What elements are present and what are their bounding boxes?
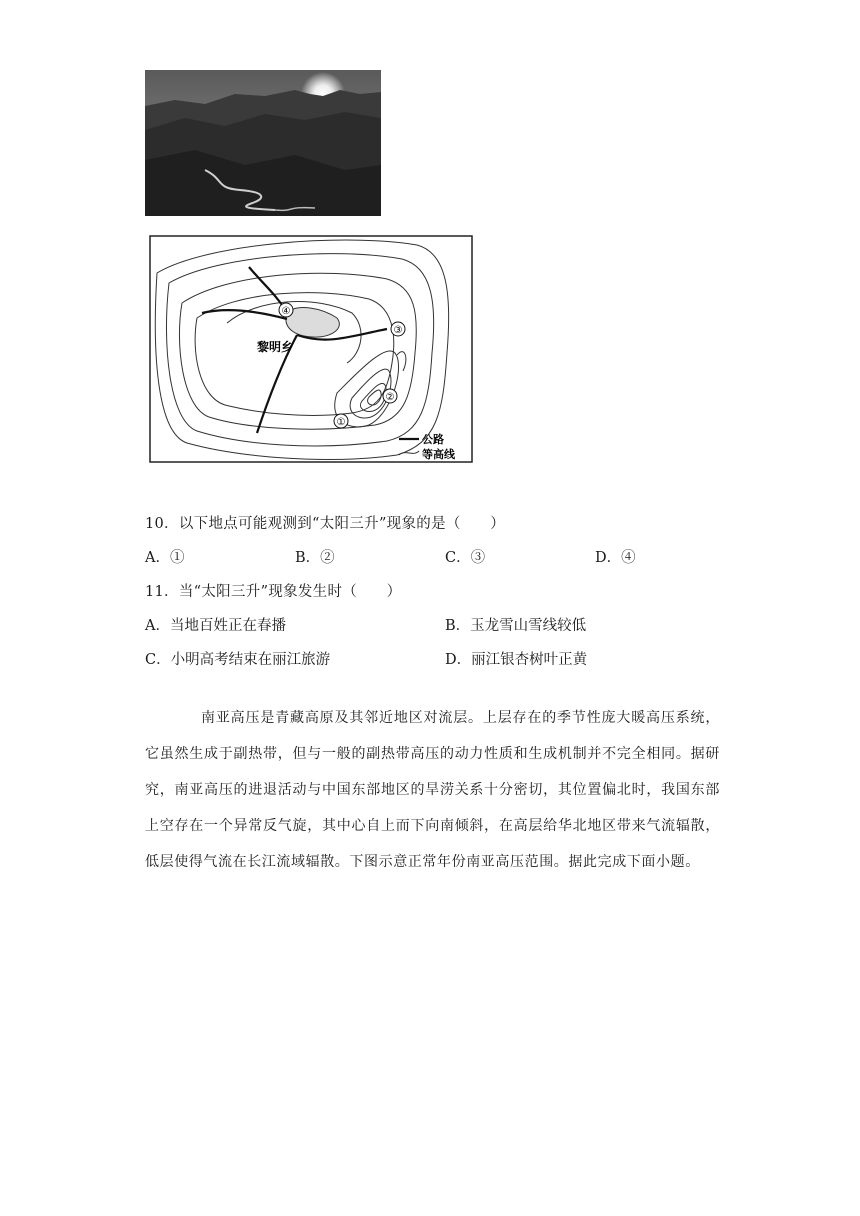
marker-3: ③	[393, 325, 403, 336]
sunrise-photo	[145, 70, 381, 216]
q10-option-c[interactable]: C．③	[445, 550, 486, 566]
contour-map	[147, 233, 475, 465]
q11-option-d[interactable]: D．丽江银杏树叶正黄	[445, 652, 588, 668]
legend-road: 公路	[422, 433, 444, 446]
marker-2: ②	[385, 392, 395, 403]
marker-1: ①	[336, 417, 346, 428]
legend-contour: 等高线	[422, 448, 455, 461]
q11-option-c[interactable]: C．小明高考结束在丽江旅游	[145, 652, 331, 668]
q11-stem: 11．当“太阳三升”现象发生时（ ）	[145, 584, 402, 600]
q10-option-d[interactable]: D．④	[595, 550, 636, 566]
q11-option-b[interactable]: B．玉龙雪山雪线较低	[445, 618, 587, 634]
town-label: 黎明乡	[257, 340, 294, 354]
q10-stem: 10．以下地点可能观测到“太阳三升”现象的是（ ）	[145, 516, 506, 532]
marker-4: ④	[281, 306, 291, 317]
q10-option-b[interactable]: B．②	[295, 550, 335, 566]
q11-option-a[interactable]: A．当地百姓正在春播	[145, 618, 286, 634]
q10-option-a[interactable]: A．①	[145, 550, 185, 566]
passage: 南亚高压是青藏高原及其邻近地区对流层。上层存在的季节性庞大暖高压系统，它虽然生成于副热带，但与一般的副热带高压的动力性质和生成机制并不完全相同。据研究，南亚高压的进退活动与中国东部地区的旱涝关系十分密切，其位置偏北时，我国东部上空存在一个异常反气旋，其中心自上而下向南倾斜，在高层给华北地区带来气流辐散，低层使得气流在长江流域辐散。下图示意正常年份南亚高压范围。据此完成下面小题。	[145, 710, 720, 870]
